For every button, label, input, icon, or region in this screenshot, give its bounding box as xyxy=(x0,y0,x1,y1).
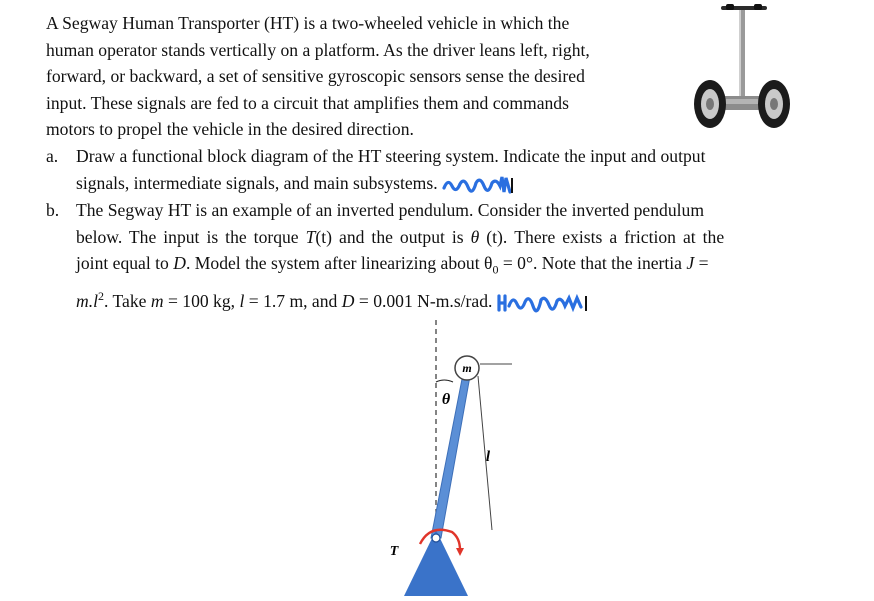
intro-line: input. These signals are fed to a circuit that amplifies them and commands xyxy=(46,92,569,113)
mass-label: m xyxy=(462,361,472,375)
segway-image xyxy=(686,0,796,140)
handwritten-scribble-icon xyxy=(497,292,589,314)
part-b-line-1: The Segway HT is an example of an inverted pendulum. Consider the inverted pendulum xyxy=(76,200,705,220)
angle-label: θ xyxy=(441,391,451,408)
pendulum-rod xyxy=(431,374,470,538)
angle-arc xyxy=(436,380,453,382)
part-b-marker: b. xyxy=(46,200,60,220)
intro-line: A Segway Human Transporter (HT) is a two-wheeled vehicle in which the xyxy=(46,13,570,33)
length-label: l xyxy=(485,449,491,465)
intro-line: motors to propel the vehicle in the desired direction. xyxy=(46,119,414,140)
intro-line: forward, or backward, a set of sensitive gyroscopic sensors sense the desired xyxy=(46,66,585,87)
torque-label: T xyxy=(389,544,399,559)
intro-line: human operator stands vertically on a platform. As the driver leans left, right, xyxy=(46,39,590,60)
part-b-line-2: below. The input is the torque T(t) and the output is θ (t). There exists a friction at the xyxy=(76,226,725,247)
part-b-line-4: $m.l^2$. Take m = 100 kg, l = 1.7 m, and D = 0.001 N-m.s/rad. xyxy=(76,283,798,314)
part-a-marker: a. xyxy=(46,146,59,166)
handwritten-scribble-icon xyxy=(442,174,514,196)
intro-paragraph xyxy=(46,10,686,143)
part-b-line-3: joint equal to D. Model the system after linearizing about $\theta_0 = 0^\circ$. Note that the inertia J = xyxy=(76,253,709,277)
part-a-line-2: signals, intermediate signals, and main subsystems. xyxy=(76,170,798,197)
inverted-pendulum-figure xyxy=(360,312,520,601)
part-a-line-1: Draw a functional block diagram of the HT steering system. Indicate the input and output xyxy=(76,146,706,166)
